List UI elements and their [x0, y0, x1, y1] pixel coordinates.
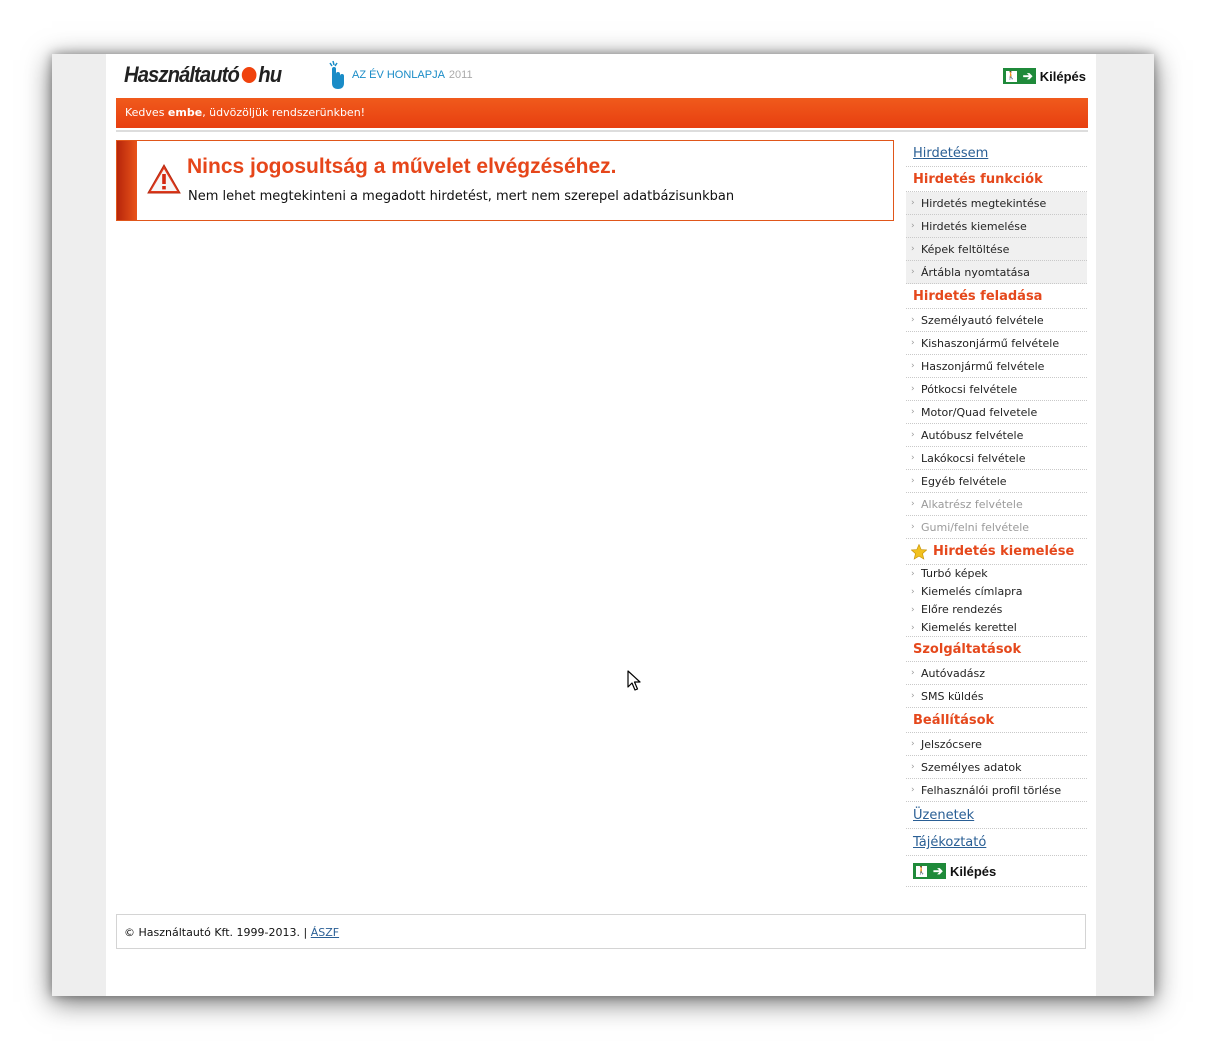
sidebar-link-messages[interactable]: Üzenetek — [906, 802, 1087, 829]
footer — [116, 914, 1086, 949]
sidebar-item-post-commercial[interactable]: › Haszonjármű felvétele — [906, 355, 1087, 378]
warning-icon — [147, 163, 181, 195]
logo-text-right: hu — [258, 62, 282, 87]
star-icon — [911, 544, 927, 560]
sidebar-item-personal-data[interactable]: › Személyes adatok — [906, 756, 1087, 779]
hand-pointer-icon — [324, 59, 346, 91]
logo-text-left: Használtautó — [124, 62, 239, 87]
sidebar-item-front-page[interactable]: › Kiemelés címlapra — [906, 583, 1087, 601]
sidebar-item-turbo-images[interactable]: › Turbó képek — [906, 565, 1087, 583]
sidebar-heading-settings: Beállítások — [906, 708, 1087, 733]
sidebar-heading-services: Szolgáltatások — [906, 637, 1087, 662]
sidebar-item-post-car[interactable]: › Személyautó felvétele — [906, 309, 1087, 332]
logo-dot — [242, 67, 257, 83]
site-logo[interactable] — [124, 62, 281, 88]
welcome-user: embe — [167, 106, 203, 119]
sidebar-item-post-light-commercial[interactable]: › Kishaszonjármű felvétele — [906, 332, 1087, 355]
sidebar-item-sms[interactable]: › SMS küldés — [906, 685, 1087, 708]
sidebar-item-upload-images[interactable]: › Képek feltöltése — [906, 238, 1087, 261]
sidebar-item-delete-profile[interactable]: › Felhasználói profil törlése — [906, 779, 1087, 802]
sidebar-item-password-change[interactable]: › Jelszócsere — [906, 733, 1087, 756]
award-label — [352, 69, 473, 81]
sidebar-heading-highlight-label: Hirdetés kiemelése — [933, 544, 1075, 559]
sidebar-item-priority-sort[interactable]: › Előre rendezés — [906, 601, 1087, 619]
sidebar-item-view-ad[interactable]: › Hirdetés megtekintése — [906, 192, 1087, 215]
welcome-suffix: , üdvözöljük rendszerünkben! — [202, 106, 366, 119]
sidebar-item-print-price-table[interactable]: › Ártábla nyomtatása — [906, 261, 1087, 284]
divider — [116, 130, 1088, 132]
browser-window — [52, 54, 1154, 996]
sidebar-item-post-bus[interactable]: › Autóbusz felvétele — [906, 424, 1087, 447]
terms-link[interactable]: ÁSZF — [310, 926, 340, 939]
award-year: 2011 — [448, 69, 473, 81]
footer-copyright: © Használtautó Kft. 1999-2013. | — [124, 926, 311, 939]
sidebar-link-info[interactable]: Tájékoztató — [906, 829, 1087, 856]
error-title: Nincs jogosultság a művelet elvégzéséhez. — [187, 155, 617, 178]
mouse-cursor-icon — [627, 670, 641, 692]
award-badge[interactable] — [324, 58, 473, 92]
logout-button-top[interactable] — [1003, 68, 1086, 84]
exit-icon: 🚶 ➔ — [913, 863, 946, 879]
logout-button-sidebar[interactable] — [906, 856, 1087, 887]
error-box — [116, 140, 894, 221]
sidebar-item-post-caravan[interactable]: › Lakókocsi felvétele — [906, 447, 1087, 470]
error-message: Nem lehet megtekinteni a megadott hirdetést, mert nem szerepel adatbázisunkban — [188, 189, 735, 204]
sidebar-item-highlight-ad[interactable]: › Hirdetés kiemelése — [906, 215, 1087, 238]
sidebar-heading-ad-posting: Hirdetés feladása — [906, 284, 1087, 309]
sidebar-item-car-hunter[interactable]: › Autóvadász — [906, 662, 1087, 685]
logout-label-top: Kilépés — [1039, 68, 1086, 84]
sidebar-heading-ad-functions: Hirdetés funkciók — [906, 167, 1087, 192]
page — [106, 54, 1096, 996]
sidebar-item-post-trailer[interactable]: › Pótkocsi felvétele — [906, 378, 1087, 401]
sidebar-item-post-parts: › Alkatrész felvétele — [906, 493, 1087, 516]
exit-icon: 🚶 ➔ — [1003, 68, 1036, 84]
error-stripe — [117, 141, 137, 220]
welcome-prefix: Kedves — [125, 106, 168, 119]
sidebar-link-my-ad[interactable]: Hirdetésem — [906, 140, 1087, 167]
sidebar-item-post-tires: › Gumi/felni felvétele — [906, 516, 1087, 539]
welcome-bar — [116, 98, 1088, 128]
sidebar-item-post-motor-quad[interactable]: › Motor/Quad felvetele — [906, 401, 1087, 424]
sidebar-heading-highlight — [906, 539, 1087, 565]
sidebar-menu — [906, 140, 1087, 887]
sidebar-item-post-other[interactable]: › Egyéb felvétele — [906, 470, 1087, 493]
award-title: AZ ÉV HONLAPJA — [352, 69, 445, 81]
sidebar-item-frame-highlight[interactable]: › Kiemelés kerettel — [906, 619, 1087, 637]
logout-label-sidebar: Kilépés — [950, 863, 997, 879]
